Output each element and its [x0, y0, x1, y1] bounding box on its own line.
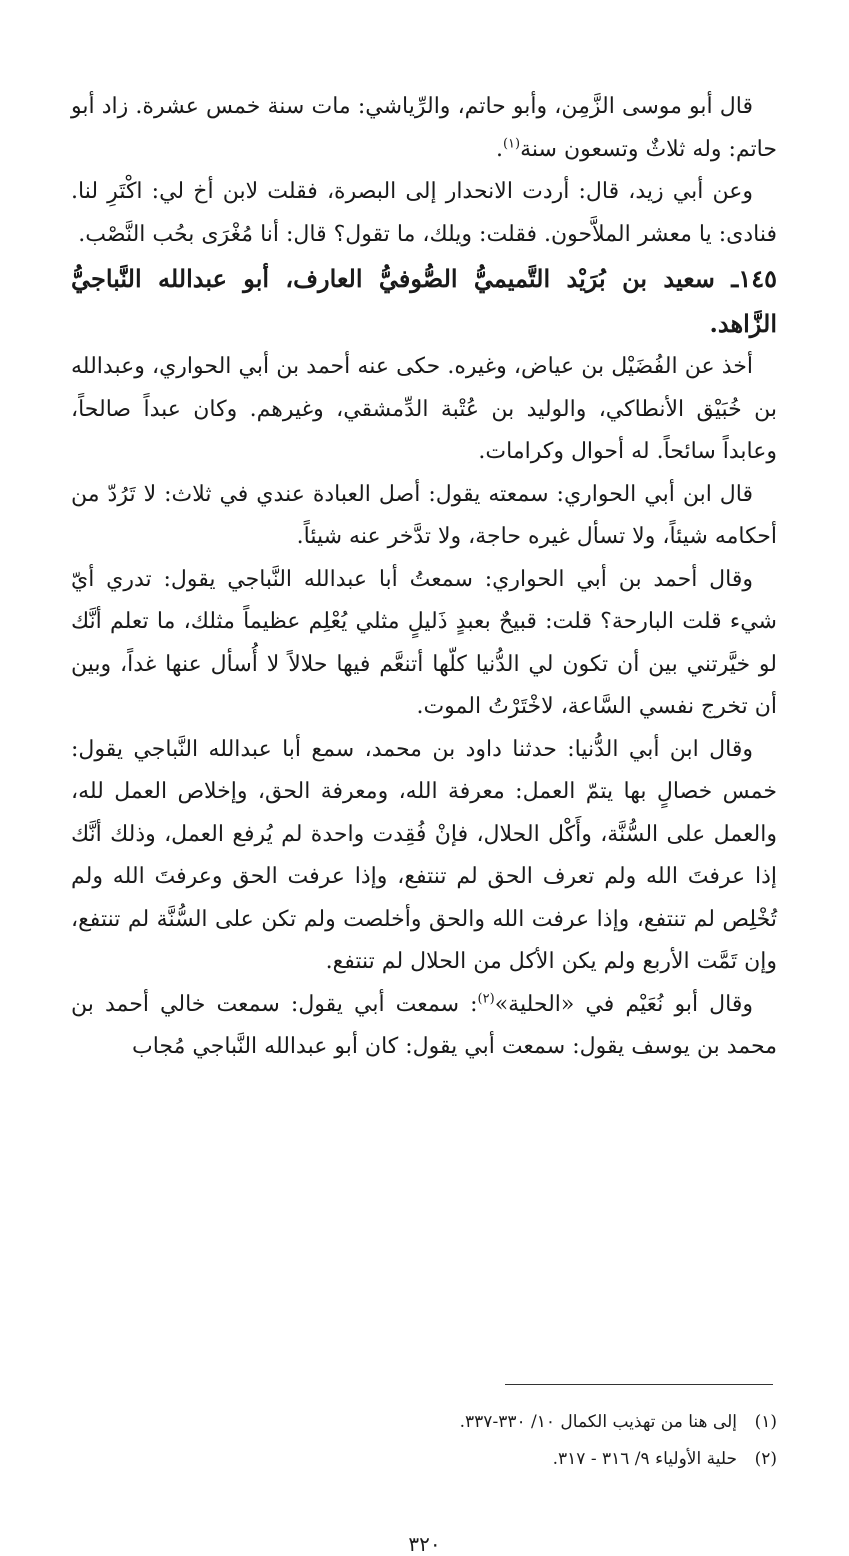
paragraph-five-traits: وقال ابن أبي الدُّنيا: حدثنا داود بن محمد، سمع أبا عبدالله النَّباجي يقول: خمس خصالٍ بها يتمّ العمل: معرفة الله، ومعرفة الحق، وإخلاص العمل لله، والعمل على السُّنَّة، وأَكْل الحلال، فإنْ فُقِدت واحدة لم يُرفع العمل، وذلك أنَّك إذا عرفتَ الله ولم تعرف الحق لم تنتفع، وإذا عرفت الحق وعرفتَ الله ولم تُخْلِص لم تنتفع، وإذا عرفت الله والحق وأخلصت ولم تكن على السُّنَّة لم تنتفع، وإن تَمَّت الأربع ولم يكن الأكل من الحلال لم تنتفع. [71, 736, 777, 974]
footnotes [71, 1404, 777, 1478]
footnote-divider [505, 1384, 773, 1385]
paragraph-death-date [71, 86, 777, 171]
footnote-ref-1: (١) [502, 136, 521, 152]
footnote-2-text: حلية الأولياء ٩/ ٣١٦ - ٣١٧. [552, 1449, 737, 1469]
paragraph-hilya [71, 984, 777, 1069]
footnote-2-number: (٢) [754, 1449, 777, 1469]
footnote-1-number: (١) [754, 1412, 777, 1432]
paragraph-choice: وقال أحمد بن أبي الحواري: سمعتُ أبا عبدالله النَّباجي يقول: تدري أيّ شيء قلت البارحة؟ قلت: قبيحٌ بعبدٍ ذَليلٍ مثلي يُعْلِم عظيماً مثلك، ما تعلم أنَّك لو خيَّرتني بين أن تكون لي الدُّنيا كلّها أتنعَّم فيها حلالاً لا أُسأل عنها غداً، وبين أن تخرج نفسي السَّاعة، لاخْتَرْتُ الموت. [71, 566, 777, 719]
footnote-2 [71, 1441, 777, 1478]
footnote-ref-2: (٢) [477, 991, 495, 1007]
paragraph-worship: قال ابن أبي الحواري: سمعته يقول: أصل العبادة عندي في ثلاث: لا تَرُدّ من أحكامه شيئاً، ولا تسأل غيره حاجة، ولا تدَّخر عنه شيئاً. [71, 481, 777, 549]
paragraph-hilya-before: وقال أبو نُعَيْم في «الحلية» [494, 991, 753, 1017]
paragraph-death-date-text: قال أبو موسى الزَّمِن، وأبو حاتم، والرِّياشي: مات سنة خمس عشرة. زاد أبو حاتم: وله ثلاثٌ وتسعون سنة [71, 94, 777, 162]
book-page [0, 78, 849, 1369]
biography-heading: ١٤٥ـ سعيد بن بُرَيْد التَّميميُّ الصُّوفيُّ العارف، أبو عبدالله النَّباجيُّ الزَّاهد. [71, 264, 777, 338]
page-number: ٣٢٠ [408, 1532, 441, 1556]
footnote-1-text: إلى هنا من تهذيب الكمال ١٠/ ٣٣٠-٣٣٧. [459, 1412, 737, 1432]
paragraph-hilya-after: : سمعت أبي يقول: سمعت خالي أحمد بن محمد بن يوسف يقول: سمعت أبي يقول: كان أبو عبدالله النَّباجي مُجاب [71, 991, 777, 1059]
paragraph-abu-zayd: وعن أبي زيد، قال: أردت الانحدار إلى البصرة، فقلت لابن أخ لي: اكْتَرِ لنا. فنادى: يا معشر الملاَّحون. فقلت: ويلك، ما تقول؟ قال: أنا مُغْرَى بحُب النَّصْب. [71, 179, 777, 247]
main-text [71, 86, 777, 1069]
paragraph-death-date-tail: . [495, 136, 503, 162]
footnote-1 [71, 1404, 777, 1441]
paragraph-teachers: أخذ عن الفُضَيْل بن عياض، وغيره. حكى عنه أحمد بن أبي الحواري، وعبدالله بن خُبَيْق الأنطاكي، والوليد بن عُتْبة الدِّمشقي، وغيرهم. وكان عبداً صالحاً، وعابداً سائحاً. له أحوال وكرامات. [71, 354, 777, 464]
